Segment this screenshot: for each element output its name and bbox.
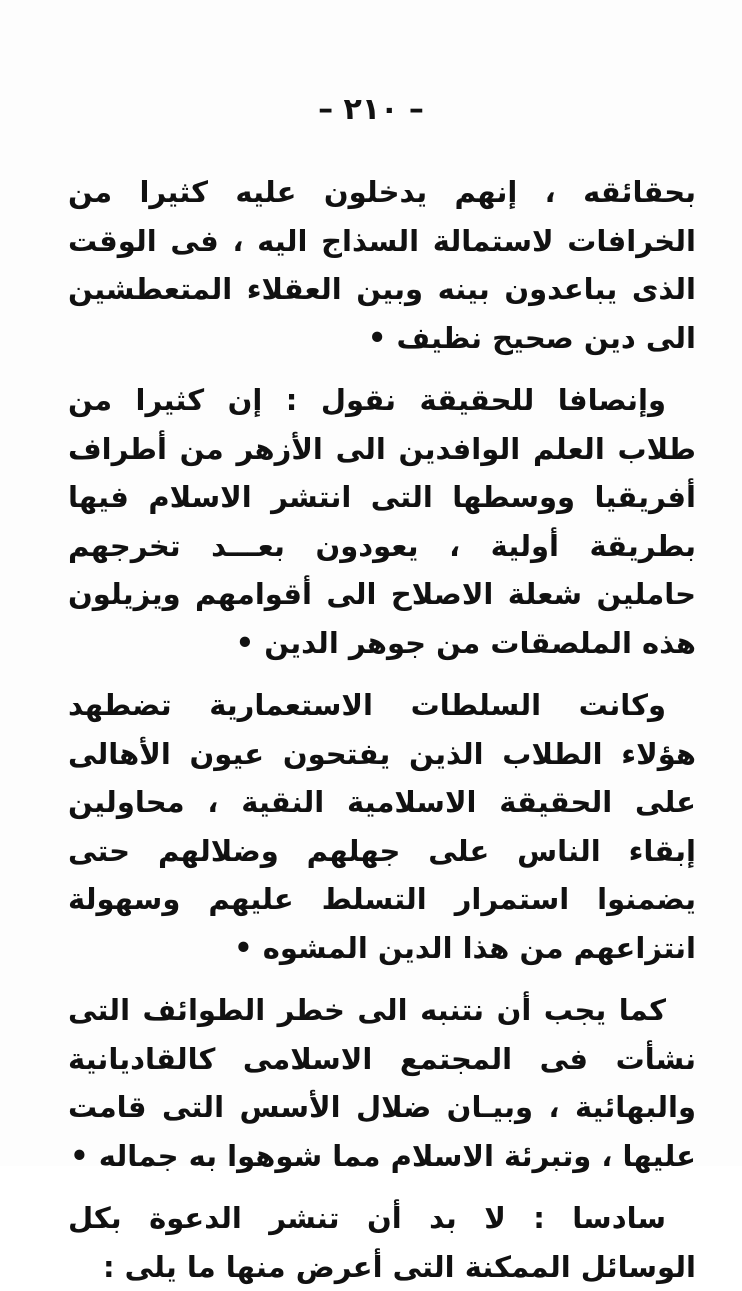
page-text [68,168,696,1291]
paragraph-5: سادسا : لا بد أن تنشر الدعوة بكل الوسائل الممكنة التى أعرض منها ما يلى : [68,1201,696,1284]
paragraph-3: وكانت السلطات الاستعمارية تضطهد هؤلاء الطلاب الذين يفتحون عيون الأهالى على الحقيقة الاسلامية النقية ، محاولين إبقاء الناس على جهلهم وضلالهم حتى يضمنوا استمرار التسلط عليهم وسهولة انتزاعهم من هذا الدين المشوه • [68,688,696,965]
page-number: – ٢١٠ – [318,92,424,127]
paragraph-1: بحقائقه ، إنهم يدخلون عليه كثيرا من الخرافات لاستمالة السذاج اليه ، فى الوقت الذى يباعدون بينه وبين العقلاء المتعطشين الى دين صحيح نظيف • [68,175,696,355]
paragraph-2: وإنصافا للحقيقة نقول : إن كثيرا من طلاب العلم الوافدين الى الأزهر من أطراف أفريقيا ووسطها التى انتشر الاسلام فيها بطريقة أولية ، يعودون بعـــد تخرجهم حاملين شعلة الاصلاح الى أقوامهم ويزيلون هذه الملصقات من جوهر الدين • [68,383,696,660]
paragraph-4: كما يجب أن نتنبه الى خطر الطوائف التى نشأت فى المجتمع الاسلامى كالقاديانية والبهائية ، وبيـان ضلال الأسس التى قامت عليها ، وتبرئة الاسلام مما شوهوا به جماله • [68,993,696,1173]
